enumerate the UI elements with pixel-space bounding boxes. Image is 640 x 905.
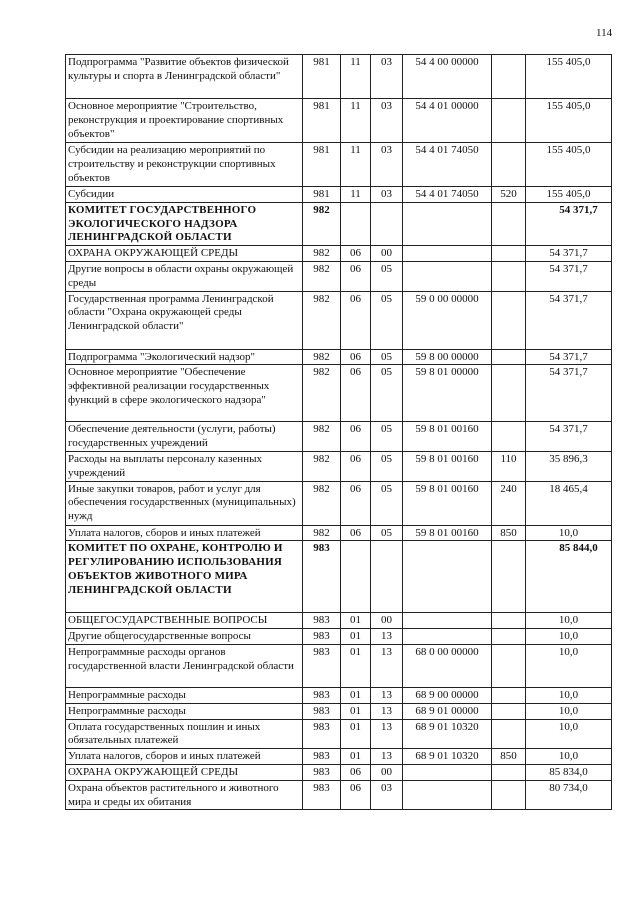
table-row — [66, 525, 612, 541]
cell-csr: 59 8 01 00000 — [403, 365, 492, 422]
cell-rz: 11 — [341, 55, 371, 99]
cell-sum: 10,0 — [526, 644, 612, 687]
cell-pr: 05 — [371, 422, 403, 452]
cell-rz: 06 — [341, 422, 371, 452]
cell-pr: 05 — [371, 291, 403, 349]
cell-rz — [341, 202, 371, 245]
cell-sum: 10,0 — [526, 525, 612, 541]
cell-sum: 80 734,0 — [526, 780, 612, 810]
table-row — [66, 99, 612, 143]
cell-name: Обеспечение деятельности (услуги, работы) государственных учреждений — [66, 422, 303, 452]
cell-vr: 110 — [492, 451, 526, 481]
cell-sum: 155 405,0 — [526, 143, 612, 187]
cell-vr — [492, 541, 526, 613]
cell-pr: 05 — [371, 525, 403, 541]
table-row — [66, 261, 612, 291]
cell-rz: 01 — [341, 719, 371, 749]
cell-vr: 240 — [492, 481, 526, 525]
table-row — [66, 187, 612, 203]
cell-csr: 59 8 01 00160 — [403, 481, 492, 525]
cell-ved: 982 — [303, 291, 341, 349]
cell-pr: 03 — [371, 780, 403, 810]
table-row — [66, 780, 612, 810]
cell-vr — [492, 365, 526, 422]
cell-pr — [371, 541, 403, 613]
cell-name: ОБЩЕГОСУДАРСТВЕННЫЕ ВОПРОСЫ — [66, 613, 303, 629]
table-row — [66, 291, 612, 349]
table-row — [66, 764, 612, 780]
cell-rz: 06 — [341, 261, 371, 291]
cell-csr: 59 0 00 00000 — [403, 291, 492, 349]
cell-name: Основное мероприятие "Обеспечение эффективной реализации государственных функций в сфере экологического надзора" — [66, 365, 303, 422]
cell-rz: 01 — [341, 613, 371, 629]
cell-pr: 13 — [371, 703, 403, 719]
cell-ved: 982 — [303, 451, 341, 481]
cell-sum: 155 405,0 — [526, 55, 612, 99]
cell-vr — [492, 719, 526, 749]
cell-csr — [403, 764, 492, 780]
table-row — [66, 613, 612, 629]
table-row — [66, 349, 612, 365]
cell-pr: 13 — [371, 629, 403, 645]
cell-ved: 981 — [303, 99, 341, 143]
cell-csr — [403, 202, 492, 245]
cell-pr: 03 — [371, 143, 403, 187]
cell-ved: 983 — [303, 703, 341, 719]
cell-name: Субсидии — [66, 187, 303, 203]
cell-csr: 68 0 00 00000 — [403, 644, 492, 687]
cell-csr: 54 4 01 74050 — [403, 187, 492, 203]
cell-rz: 06 — [341, 481, 371, 525]
cell-ved: 981 — [303, 143, 341, 187]
cell-name: Подпрограмма "Экологический надзор" — [66, 349, 303, 365]
cell-ved: 983 — [303, 644, 341, 687]
table-row — [66, 202, 612, 245]
cell-ved: 982 — [303, 202, 341, 245]
cell-name: Непрограммные расходы — [66, 687, 303, 703]
cell-csr — [403, 780, 492, 810]
budget-table — [65, 54, 612, 810]
cell-sum: 10,0 — [526, 629, 612, 645]
cell-ved: 983 — [303, 719, 341, 749]
cell-pr: 13 — [371, 719, 403, 749]
page-number: 114 — [596, 27, 613, 39]
cell-vr — [492, 613, 526, 629]
cell-rz: 06 — [341, 246, 371, 262]
cell-sum: 10,0 — [526, 749, 612, 765]
cell-csr: 68 9 01 00000 — [403, 703, 492, 719]
cell-rz: 01 — [341, 749, 371, 765]
cell-name: Государственная программа Ленинградской области "Охрана окружающей среды Ленинградской области" — [66, 291, 303, 349]
cell-vr: 850 — [492, 525, 526, 541]
cell-sum: 54 371,7 — [526, 261, 612, 291]
cell-vr — [492, 261, 526, 291]
table-row — [66, 541, 612, 613]
cell-pr: 05 — [371, 481, 403, 525]
cell-sum: 10,0 — [526, 687, 612, 703]
cell-ved: 982 — [303, 481, 341, 525]
cell-pr: 00 — [371, 613, 403, 629]
cell-sum: 54 371,7 — [526, 365, 612, 422]
cell-rz: 06 — [341, 764, 371, 780]
cell-name: Непрограммные расходы — [66, 703, 303, 719]
cell-sum: 155 405,0 — [526, 187, 612, 203]
cell-rz: 01 — [341, 687, 371, 703]
cell-rz: 06 — [341, 780, 371, 810]
cell-name: Уплата налогов, сборов и иных платежей — [66, 525, 303, 541]
table-row — [66, 687, 612, 703]
table-row — [66, 644, 612, 687]
cell-pr: 03 — [371, 55, 403, 99]
cell-pr: 00 — [371, 764, 403, 780]
cell-sum: 54 371,7 — [526, 422, 612, 452]
cell-vr — [492, 780, 526, 810]
cell-ved: 983 — [303, 749, 341, 765]
cell-name: Другие вопросы в области охраны окружающей среды — [66, 261, 303, 291]
cell-sum: 54 371,7 — [526, 291, 612, 349]
cell-name: Оплата государственных пошлин и иных обязательных платежей — [66, 719, 303, 749]
cell-vr — [492, 349, 526, 365]
cell-name: Другие общегосударственные вопросы — [66, 629, 303, 645]
cell-vr — [492, 55, 526, 99]
cell-sum: 18 465,4 — [526, 481, 612, 525]
cell-csr: 68 9 00 00000 — [403, 687, 492, 703]
cell-ved: 982 — [303, 246, 341, 262]
cell-csr: 59 8 00 00000 — [403, 349, 492, 365]
cell-name: ОХРАНА ОКРУЖАЮЩЕЙ СРЕДЫ — [66, 246, 303, 262]
cell-rz: 01 — [341, 644, 371, 687]
cell-vr — [492, 644, 526, 687]
cell-ved: 982 — [303, 349, 341, 365]
cell-ved: 981 — [303, 187, 341, 203]
cell-pr: 13 — [371, 644, 403, 687]
cell-sum: 85 834,0 — [526, 764, 612, 780]
cell-sum: 54 371,7 — [526, 349, 612, 365]
cell-vr: 850 — [492, 749, 526, 765]
cell-csr — [403, 261, 492, 291]
table-row — [66, 365, 612, 422]
cell-rz: 06 — [341, 291, 371, 349]
cell-ved: 983 — [303, 764, 341, 780]
cell-pr — [371, 202, 403, 245]
budget-table-body — [66, 55, 612, 810]
cell-name: КОМИТЕТ ПО ОХРАНЕ, КОНТРОЛЮ И РЕГУЛИРОВАНИЮ ИСПОЛЬЗОВАНИЯ ОБЪЕКТОВ ЖИВОТНОГО МИРА ЛЕНИНГРАДСКОЙ ОБЛАСТИ — [66, 541, 303, 613]
cell-vr — [492, 291, 526, 349]
table-row — [66, 143, 612, 187]
cell-rz: 11 — [341, 143, 371, 187]
cell-vr — [492, 687, 526, 703]
cell-pr: 13 — [371, 749, 403, 765]
cell-name: Расходы на выплаты персоналу казенных учреждений — [66, 451, 303, 481]
cell-pr: 00 — [371, 246, 403, 262]
cell-csr: 54 4 00 00000 — [403, 55, 492, 99]
cell-vr — [492, 143, 526, 187]
cell-csr: 54 4 01 00000 — [403, 99, 492, 143]
cell-sum: 35 896,3 — [526, 451, 612, 481]
cell-rz: 06 — [341, 451, 371, 481]
cell-csr — [403, 613, 492, 629]
cell-name: Непрограммные расходы органов государственной власти Ленинградской области — [66, 644, 303, 687]
cell-ved: 983 — [303, 629, 341, 645]
cell-csr: 59 8 01 00160 — [403, 525, 492, 541]
cell-rz — [341, 541, 371, 613]
cell-pr: 13 — [371, 687, 403, 703]
cell-csr — [403, 246, 492, 262]
cell-vr — [492, 703, 526, 719]
cell-rz: 11 — [341, 99, 371, 143]
table-row — [66, 246, 612, 262]
cell-pr: 05 — [371, 365, 403, 422]
cell-ved: 982 — [303, 261, 341, 291]
cell-sum: 54 371,7 — [526, 246, 612, 262]
cell-pr: 03 — [371, 187, 403, 203]
cell-ved: 983 — [303, 541, 341, 613]
table-row — [66, 719, 612, 749]
cell-rz: 01 — [341, 629, 371, 645]
cell-csr — [403, 541, 492, 613]
cell-sum: 155 405,0 — [526, 99, 612, 143]
cell-csr: 59 8 01 00160 — [403, 422, 492, 452]
cell-rz: 06 — [341, 525, 371, 541]
table-row — [66, 749, 612, 765]
cell-pr: 05 — [371, 451, 403, 481]
cell-name: Иные закупки товаров, работ и услуг для обеспечения государственных (муниципальных) нужд — [66, 481, 303, 525]
cell-csr — [403, 629, 492, 645]
cell-name: Основное мероприятие "Строительство, реконструкция и проектирование спортивных объектов" — [66, 99, 303, 143]
cell-sum: 54 371,7 — [526, 202, 612, 245]
cell-ved: 982 — [303, 365, 341, 422]
cell-ved: 983 — [303, 780, 341, 810]
cell-sum: 10,0 — [526, 719, 612, 749]
cell-csr: 59 8 01 00160 — [403, 451, 492, 481]
table-row — [66, 703, 612, 719]
cell-name: Охрана объектов растительного и животного мира и среды их обитания — [66, 780, 303, 810]
cell-rz: 06 — [341, 365, 371, 422]
cell-vr — [492, 246, 526, 262]
cell-ved: 982 — [303, 525, 341, 541]
cell-name: Уплата налогов, сборов и иных платежей — [66, 749, 303, 765]
cell-name: Субсидии на реализацию мероприятий по строительству и реконструкции спортивных объектов — [66, 143, 303, 187]
cell-name: ОХРАНА ОКРУЖАЮЩЕЙ СРЕДЫ — [66, 764, 303, 780]
cell-sum: 10,0 — [526, 703, 612, 719]
cell-name: КОМИТЕТ ГОСУДАРСТВЕННОГО ЭКОЛОГИЧЕСКОГО НАДЗОРА ЛЕНИНГРАДСКОЙ ОБЛАСТИ — [66, 202, 303, 245]
table-row — [66, 422, 612, 452]
cell-ved: 983 — [303, 687, 341, 703]
cell-vr: 520 — [492, 187, 526, 203]
cell-csr: 68 9 01 10320 — [403, 719, 492, 749]
cell-pr: 05 — [371, 349, 403, 365]
cell-pr: 03 — [371, 99, 403, 143]
table-row — [66, 481, 612, 525]
cell-vr — [492, 422, 526, 452]
cell-ved: 983 — [303, 613, 341, 629]
cell-rz: 01 — [341, 703, 371, 719]
cell-vr — [492, 202, 526, 245]
table-row — [66, 55, 612, 99]
cell-rz: 11 — [341, 187, 371, 203]
cell-ved: 982 — [303, 422, 341, 452]
cell-ved: 981 — [303, 55, 341, 99]
cell-pr: 05 — [371, 261, 403, 291]
table-row — [66, 451, 612, 481]
cell-vr — [492, 764, 526, 780]
cell-csr: 68 9 01 10320 — [403, 749, 492, 765]
cell-rz: 06 — [341, 349, 371, 365]
cell-sum: 85 844,0 — [526, 541, 612, 613]
cell-vr — [492, 629, 526, 645]
cell-name: Подпрограмма "Развитие объектов физической культуры и спорта в Ленинградской области" — [66, 55, 303, 99]
cell-csr: 54 4 01 74050 — [403, 143, 492, 187]
cell-sum: 10,0 — [526, 613, 612, 629]
table-row — [66, 629, 612, 645]
cell-vr — [492, 99, 526, 143]
